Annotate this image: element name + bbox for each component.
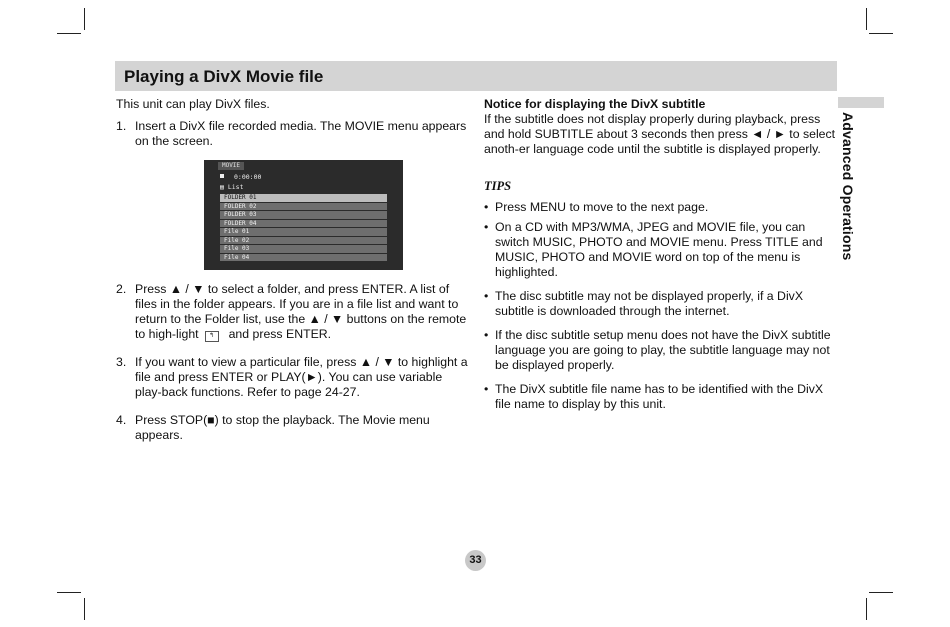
crop-mark [84,598,85,620]
time-value: 0:00:00 [234,173,262,181]
section-side-label: Advanced Operations [840,112,856,261]
bullet-icon: • [484,200,489,214]
step-3 [116,355,471,400]
crop-mark [869,592,893,593]
crop-mark [869,33,893,34]
list-item: FOLDER 02 [220,203,387,211]
tip-item [484,220,836,280]
step-text: If you want to view a particular file, press ▲ / ▼ to highlight a file and press ENTER or PLAY(►). You can use variable play-back functions. Refer to page 24-27. [135,355,468,399]
notice-title: Notice for displaying the DivX subtitle [484,97,706,111]
stop-icon [220,174,224,178]
step-text: Press STOP(■) to stop the playback. The Movie menu appears. [135,413,430,442]
notice-body: If the subtitle does not display properly during playback, press and hold SUBTITLE about 3 seconds then press ◄ / ► to select anoth-er language code until the subtitle is displayed properly. [484,112,836,156]
intro-text: This unit can play DivX files. [116,97,270,111]
list-label: ▤ List [220,183,244,191]
time-readout [220,173,261,181]
crop-mark [866,598,867,620]
movie-menu-screen [204,160,403,270]
step-text: Insert a DivX file recorded media. The MOVIE menu appears on the screen. [135,119,467,148]
crop-mark [57,33,81,34]
side-tab-marker [838,97,884,108]
list-label-text: List [227,183,244,191]
bullet-icon: • [484,328,489,342]
tip-item [484,382,836,412]
bullet-icon: • [484,220,489,234]
list-item: File 01 [220,228,387,236]
tip-item [484,200,836,215]
list-item: FOLDER 04 [220,220,387,228]
tip-item [484,328,836,373]
crop-mark [866,8,867,30]
step-4 [116,413,471,443]
file-list [220,194,387,262]
page-title: Playing a DivX Movie file [115,61,837,91]
list-item: FOLDER 03 [220,211,387,219]
left-column [116,97,471,443]
bullet-icon: • [484,382,489,396]
list-item: File 02 [220,237,387,245]
step-1 [116,119,471,149]
movie-tab: MOVIE [218,162,244,170]
tip-text: Press MENU to move to the next page. [495,200,709,214]
step-number: 3. [116,355,127,369]
right-column [484,97,836,412]
step-number: 1. [116,119,127,133]
folder-return-icon: ↰ [205,331,219,342]
list-item: File 03 [220,245,387,253]
step-text [135,282,471,342]
crop-mark [84,8,85,30]
movie-menu-screenshot [204,160,403,270]
tips-title: TIPS [484,179,512,193]
step-number: 2. [116,282,127,296]
step-number: 4. [116,413,127,427]
tip-item [484,289,836,319]
list-item: File 04 [220,254,387,262]
tip-text: The DivX subtitle file name has to be identified with the DivX file name to display by this unit. [495,382,824,411]
tip-text: The disc subtitle may not be displayed properly, if a DivX subtitle is downloaded through the internet. [495,289,804,318]
tip-text: If the disc subtitle setup menu does not have the DivX subtitle language you are going to play, the subtitle language may not be displayed properly. [495,328,831,372]
step-text-part: Press ▲ / ▼ to select a folder, and press ENTER. A list of files in the folder appears. If you are in a file list and want to return to the Folder list, use the ▲ / ▼ buttons on the remote to high-light [135,282,467,341]
bullet-icon: • [484,289,489,303]
page-number: 33 [465,550,486,571]
crop-mark [57,592,81,593]
tip-text: On a CD with MP3/WMA, JPEG and MOVIE file, you can switch MUSIC, PHOTO and MOVIE menu. Press TITLE and MUSIC, PHOTO and MOVIE word on top of the menu is highlighted. [495,220,823,279]
step-2 [116,282,471,342]
step-text-part: and press ENTER. [228,327,332,341]
list-item: FOLDER 01 [220,194,387,202]
